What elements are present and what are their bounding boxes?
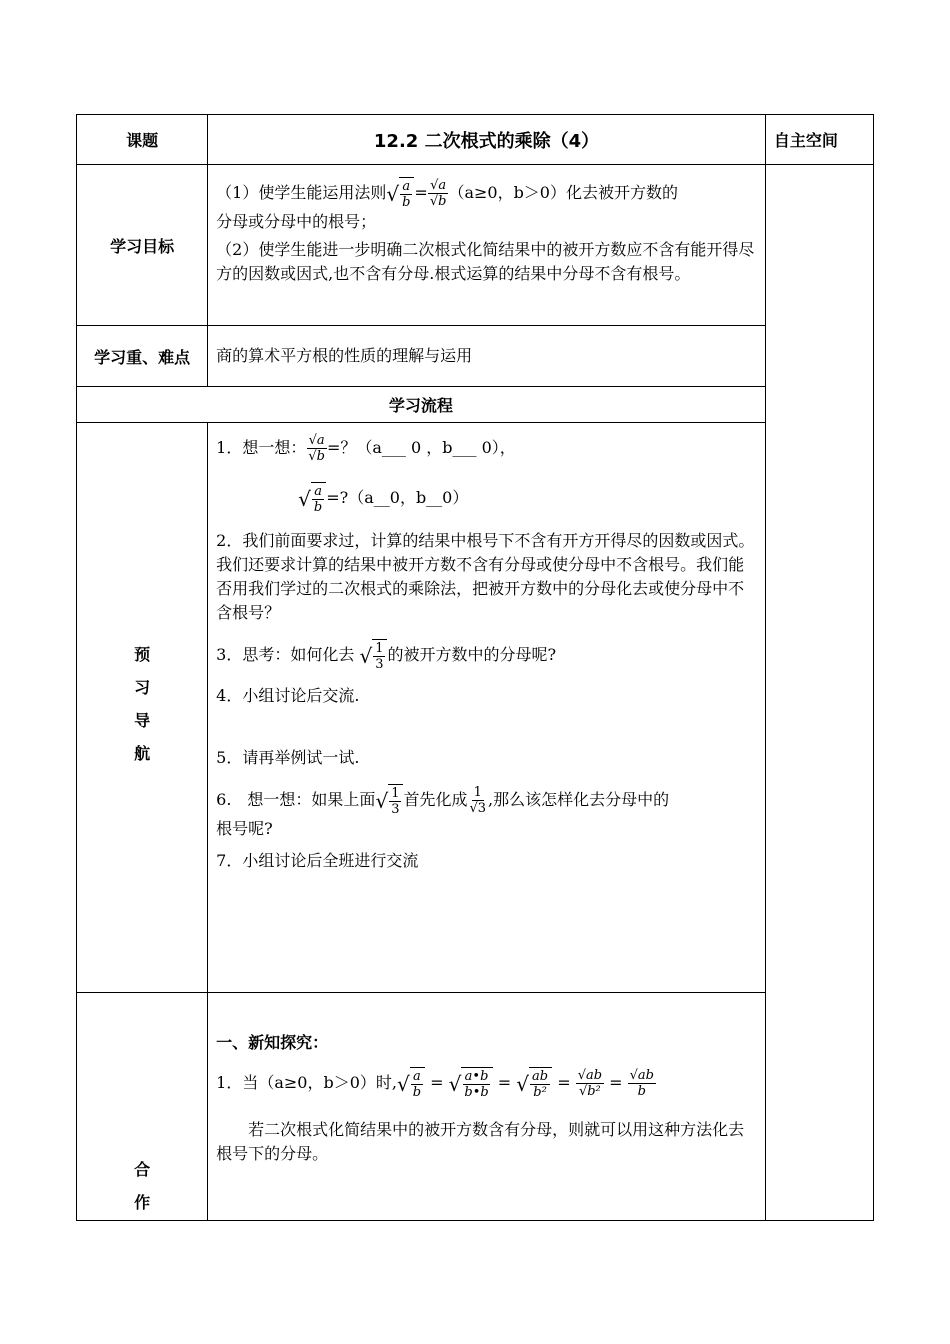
preview-content [208,423,766,993]
sqrt-one-third: √ $\frac{1}{3}$ [375,784,403,817]
coop-label [77,993,208,1221]
q6-rest: 根号呢? [216,819,273,838]
lesson-title: 12.2 二次根式的乘除（4） [208,115,766,165]
goals-label: 学习目标 [77,165,208,326]
keypoints-text: 商的算术平方根的性质的理解与运用 [208,326,766,387]
sqrt-a-over-b: √ $\frac{a}{b}$ [386,177,414,210]
q6-suffix: ,那么该怎样化去分母中的 [488,790,670,809]
q4: 4．小组讨论后交流. [216,686,360,705]
goals-line1-cond: （a≥0，b＞0）化去被开方数的 [448,183,678,202]
lesson-table [76,114,874,1221]
keypoints-label: 学习重、难点 [77,326,208,387]
sqrt-one-third: √ $\frac{1}{3}$ [359,639,387,672]
sqrt-a-over-b: √ $\frac{a}{b}$ [397,1067,425,1100]
coop-label-char: 合 [134,1160,151,1179]
q5: 5．请再举例试一试. [216,748,360,767]
q6-mid: 首先化成 [403,790,468,809]
coop-item1-prefix: 1．当（a≥0，b＞0）时, [216,1073,397,1092]
preview-label-char: 预 [134,645,151,664]
one-over-sqrt3: $\frac{1}{√3}$ [469,785,487,816]
goals-line1-prefix: （1）使学生能运用法则 [216,183,387,202]
coop-label-char: 作 [134,1193,151,1212]
sqrt-ab-over-bb: √ $\frac{a•b}{b•b}$ [449,1067,493,1100]
topic-label: 课题 [77,115,208,165]
goals-content: （1）使学生能运用法则 √ $\frac{a}{b}$ = $\frac{√a}{√b}$ （a≥0，b＞0）化去被开方数的 分母或分母中的根号； （2）使学生能进一步明确二次根式化简结果中的被开方数应不含有能开得尽方的因数或因式,也不含有分母.根式运算的结果中分母不含有根号。 [208,165,766,326]
q1-prefix: 1．想一想： [216,438,307,457]
preview-label [77,423,208,993]
q7: 7．小组讨论后全班进行交流 [216,851,419,870]
q3-prefix: 3．思考：如何化去 [216,645,355,664]
preview-label-char: 习 [134,678,151,697]
sqrt-a-over-b: √ $\frac{a}{b}$ [298,482,326,515]
flow-heading: 学习流程 [77,387,766,423]
q1b-suffix: =?（a__0，b__0） [326,488,469,507]
coop-content: 一、新知探究： 1．当（a≥0，b＞0）时, √ $\frac{a}{b}$ = √ $\frac{a•b}{b•b}$ = √ $\frac{ab}{\text{b²}}$ = $\frac{√ab}{\text{√b²}}$ = $\frac{√ab}{b}$ 若二次根式化简结果中的被开方数含有分母，则就可以用这种方法化去根号下的分母。 [208,993,766,1221]
self-study-space-header: 自主空间 [765,115,873,165]
coop-note: 若二次根式化简结果中的被开方数含有分母，则就可以用这种方法化去根号下的分母。 [216,1120,745,1163]
goals-line1-rest: 分母或分母中的根号； [216,212,377,231]
goals-line2: （2）使学生能进一步明确二次根式化简结果中的被开方数应不含有能开得尽方的因数或因式,也不含有分母.根式运算的结果中分母不含有根号。 [216,240,755,283]
q1-suffix: =？（a___ 0 ，b___ 0）， [326,438,516,457]
sqrt-a-over-sqrt-b: $\frac{√a}{√b}$ [308,433,325,464]
sqrt-ab-over-b2: √ $\frac{ab}{\text{b²}}$ [516,1067,552,1100]
coop-heading: 一、新知探究： [216,1033,329,1052]
self-study-space [765,165,873,1221]
sqrt-ab-over-b: $\frac{√ab}{b}$ [629,1068,654,1099]
preview-label-char: 导 [134,711,151,730]
q2: 2．我们前面要求过，计算的结果中根号下不含有开方开得尽的因数或因式。我们还要求计算的结果中被开方数不含有分母或使分母中不含根号。我们能否用我们学过的二次根式的乘除法，把被开方数中的分母化去或使分母中不含根号？ [216,531,755,622]
sqrt-ab-over-sqrt-b2: $\frac{√ab}{\text{√b²}}$ [577,1068,603,1099]
preview-label-char: 航 [134,744,151,763]
q3-suffix: 的被开方数中的分母呢? [387,645,557,664]
q6-prefix: 6. 想一想：如果上面 [216,790,376,809]
sqrt-a-over-sqrt-b: $\frac{√a}{√b}$ [429,178,447,209]
